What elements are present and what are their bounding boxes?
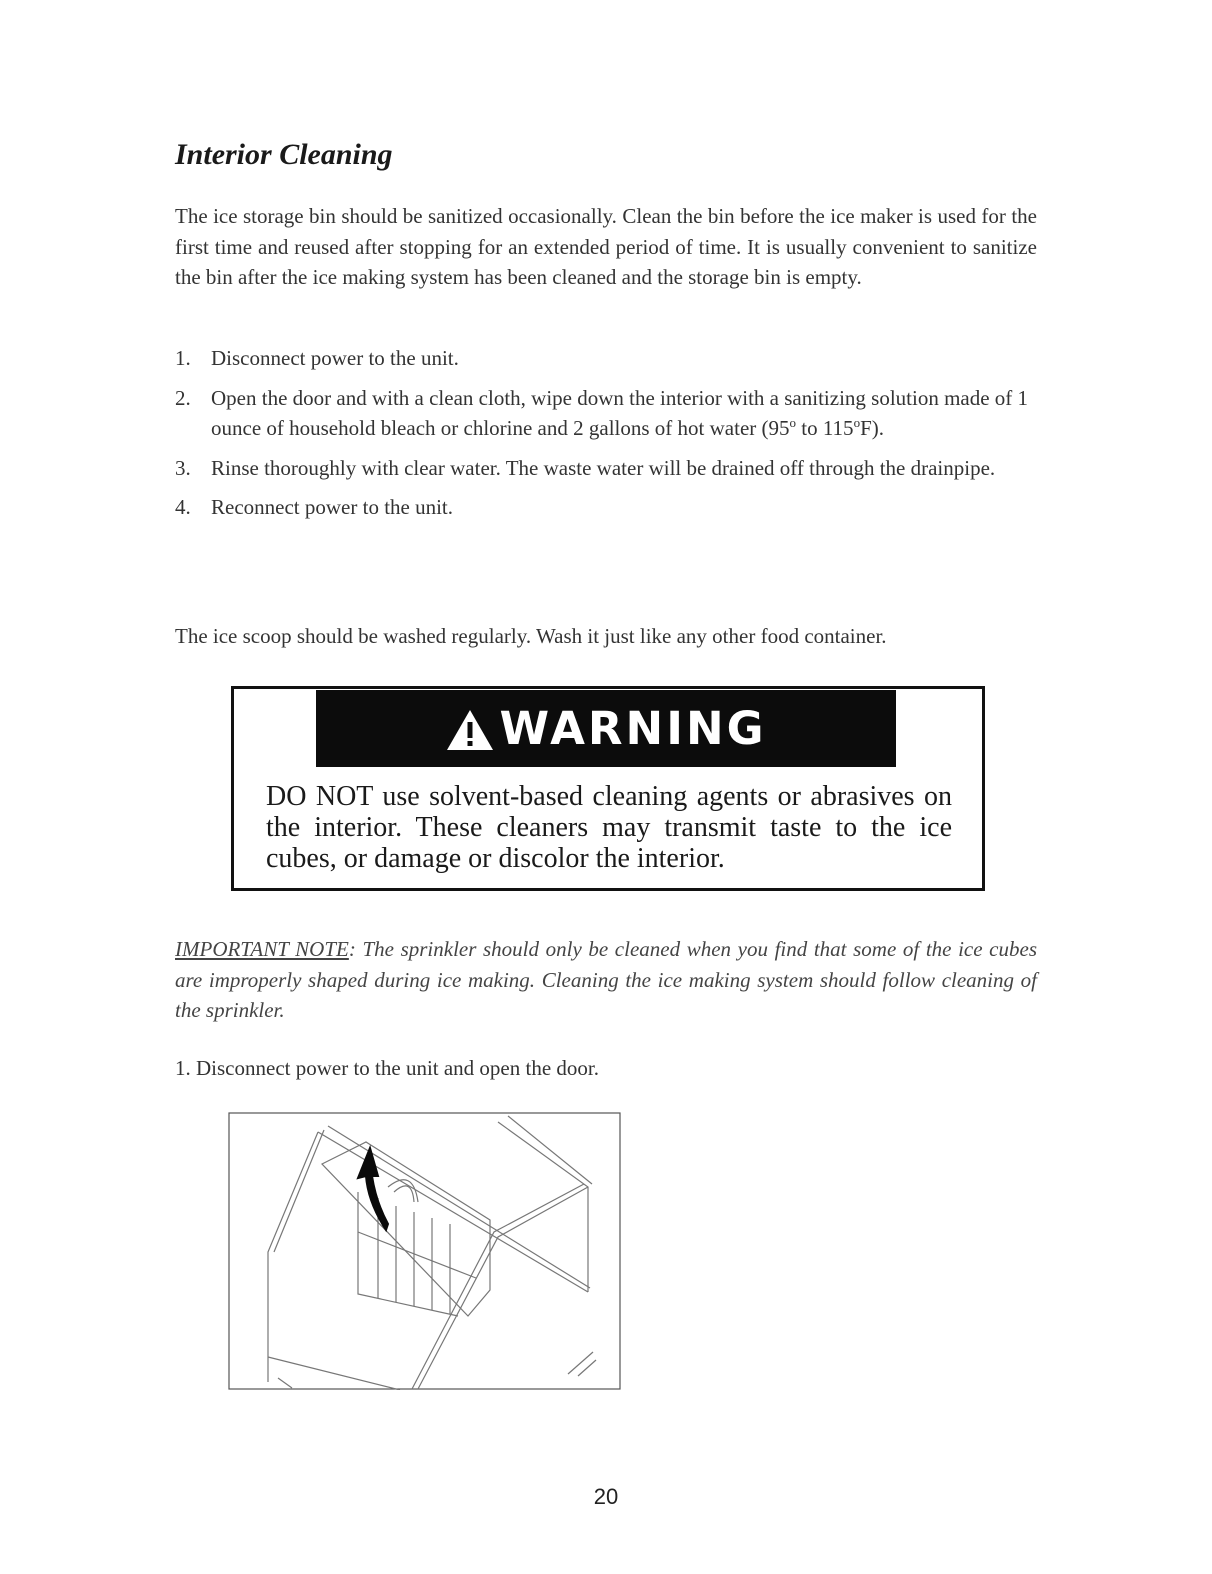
cleaning-steps-list [175,343,1037,523]
ice-maker-door-illustration [228,1112,621,1390]
step-item [175,343,1037,374]
step-item [175,453,1037,484]
section-title: Interior Cleaning [175,138,393,171]
warning-triangle-icon [445,708,495,752]
step-number: 1. [175,346,191,370]
step-text: Disconnect power to the unit. [211,346,459,370]
step-number: 4. [175,495,191,519]
step-text: Reconnect power to the unit. [211,495,454,519]
important-note-text: : The sprinkler should only be cleaned when you find that some of the ice cubes are improperly shaped during ice making. Cleaning the ice making system should follow cleaning of the sprinkler. [175,937,1037,1022]
step-text: Disconnect power to the unit and open the door. [196,1056,599,1080]
step-number: 3. [175,455,191,480]
important-note [175,934,1037,1026]
warning-title: WARNING [499,702,767,755]
step-number: 2. [175,385,191,410]
step-number: 1. [175,1056,191,1080]
page-number: 20 [593,1484,619,1509]
scoop-paragraph: The ice scoop should be washed regularly. Wash it just like any other food container. [175,624,887,648]
step-text-part: to 115 [796,416,854,440]
step-text-part: F). [860,416,884,440]
warning-box [231,686,985,891]
step-item [175,492,1037,523]
warning-text: DO NOT use solvent-based cleaning agents or abrasives on the interior. These cleaners may transmit taste to the ice cubes, or damage or discolor the interior. [266,781,952,874]
step-text: Rinse thoroughly with clear water. The waste water will be drained off through the drainpipe. [211,455,996,480]
degree-symbol: o [853,415,861,430]
step-text-part: Open the door and with a clean cloth, wipe down the interior with a sanitizing solution made of 1 ounce of household bleach or chlorine and 2 gallons of hot water (95 [211,385,1029,440]
warning-banner [316,690,896,767]
step-text [211,386,1028,441]
step-item [175,383,1037,444]
degree-symbol: o [789,415,796,430]
important-note-label: IMPORTANT NOTE [175,937,349,961]
intro-paragraph: The ice storage bin should be sanitized occasionally. Clean the bin before the ice maker is used for the first time and reused after stopping for an extended period of time. It is usually convenient to sanitize the bin after the ice making system has been cleaned and the storage bin is empty. [175,204,1037,289]
sprinkler-step [175,1053,1037,1083]
